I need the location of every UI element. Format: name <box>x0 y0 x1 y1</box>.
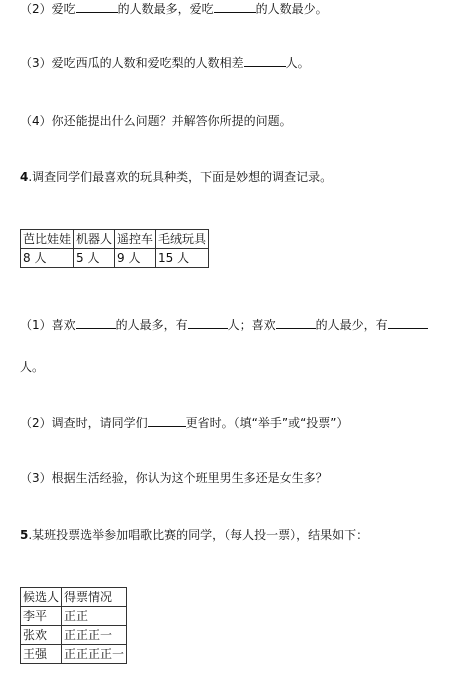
table-header-cell: 得票情况 <box>62 588 127 607</box>
q4-sub1 <box>20 316 428 333</box>
table-header-cell: 机器人 <box>74 230 115 249</box>
question-stem: .某班投票选举参加唱歌比赛的同学，（每人投一票），结果如下： <box>28 528 369 542</box>
table-header-cell: 候选人 <box>21 588 62 607</box>
q3-sub3 <box>20 54 310 71</box>
q3-sub3-prefix: （3）爱吃西瓜的人数和爱吃梨的人数相差 <box>20 56 244 70</box>
q4-sub3-text: （3）根据生活经验，你认为这个班里男生多还是女生多？ <box>20 471 328 485</box>
table-cell: 15 人 <box>156 249 209 268</box>
table-row <box>21 607 127 626</box>
q4-sub1-text: （1）喜欢 <box>20 318 76 332</box>
question-number: 5 <box>20 528 29 542</box>
q4-sub2-prefix: （2）调查时，请同学们 <box>20 416 148 430</box>
answer-blank[interactable] <box>214 0 256 13</box>
toy-survey-table <box>20 229 209 268</box>
q5-stem <box>20 527 368 543</box>
answer-blank[interactable] <box>148 414 186 427</box>
answer-blank[interactable] <box>388 316 428 329</box>
answer-blank[interactable] <box>76 316 116 329</box>
table-header-cell: 芭比娃娃 <box>21 230 74 249</box>
table-row <box>21 230 209 249</box>
answer-blank[interactable] <box>76 0 118 13</box>
q4-sub1-cont <box>20 359 44 375</box>
q4-sub1-text: 的人最多，有 <box>115 318 188 332</box>
q3-sub3-suffix: 人。 <box>285 56 310 70</box>
table-cell: 8 人 <box>21 249 74 268</box>
q4-sub1-text: 人。 <box>20 360 45 374</box>
q4-sub2 <box>20 414 349 431</box>
table-cell: 李平 <box>21 607 62 626</box>
table-header-cell: 毛绒玩具 <box>156 230 209 249</box>
table-header-cell: 遥控车 <box>115 230 156 249</box>
table-row <box>21 626 127 645</box>
answer-blank[interactable] <box>188 316 228 329</box>
table-cell: 9 人 <box>115 249 156 268</box>
table-cell: 张欢 <box>21 626 62 645</box>
q3-sub2 <box>20 0 328 17</box>
q4-sub1-text: 人；喜欢 <box>227 318 276 332</box>
q3-sub2-mid: 的人数最多，爱吃 <box>117 2 214 16</box>
q3-sub2-suffix: 的人数最少。 <box>255 2 328 16</box>
vote-results-table <box>20 587 127 664</box>
q3-sub2-prefix: （2）爱吃 <box>20 2 76 16</box>
table-cell: 正正 <box>62 607 127 626</box>
q4-sub1-text: 的人最少，有 <box>315 318 388 332</box>
answer-blank[interactable] <box>244 54 286 67</box>
question-number: 4 <box>20 170 29 184</box>
q3-sub4 <box>20 113 292 129</box>
table-cell: 王强 <box>21 645 62 664</box>
answer-blank[interactable] <box>276 316 316 329</box>
q4-stem <box>20 169 332 185</box>
q4-sub2-suffix: 更省时。（填“举手”或“投票”） <box>185 416 349 430</box>
q3-sub4-text: （4）你还能提出什么问题？并解答你所提的问题。 <box>20 114 292 128</box>
table-cell: 5 人 <box>74 249 115 268</box>
table-cell: 正正正一 <box>62 626 127 645</box>
table-row <box>21 249 209 268</box>
q4-sub3 <box>20 470 328 486</box>
table-row <box>21 645 127 664</box>
table-cell: 正正正正一 <box>62 645 127 664</box>
table-row <box>21 588 127 607</box>
question-stem: .调查同学们最喜欢的玩具种类，下面是妙想的调查记录。 <box>28 170 333 184</box>
